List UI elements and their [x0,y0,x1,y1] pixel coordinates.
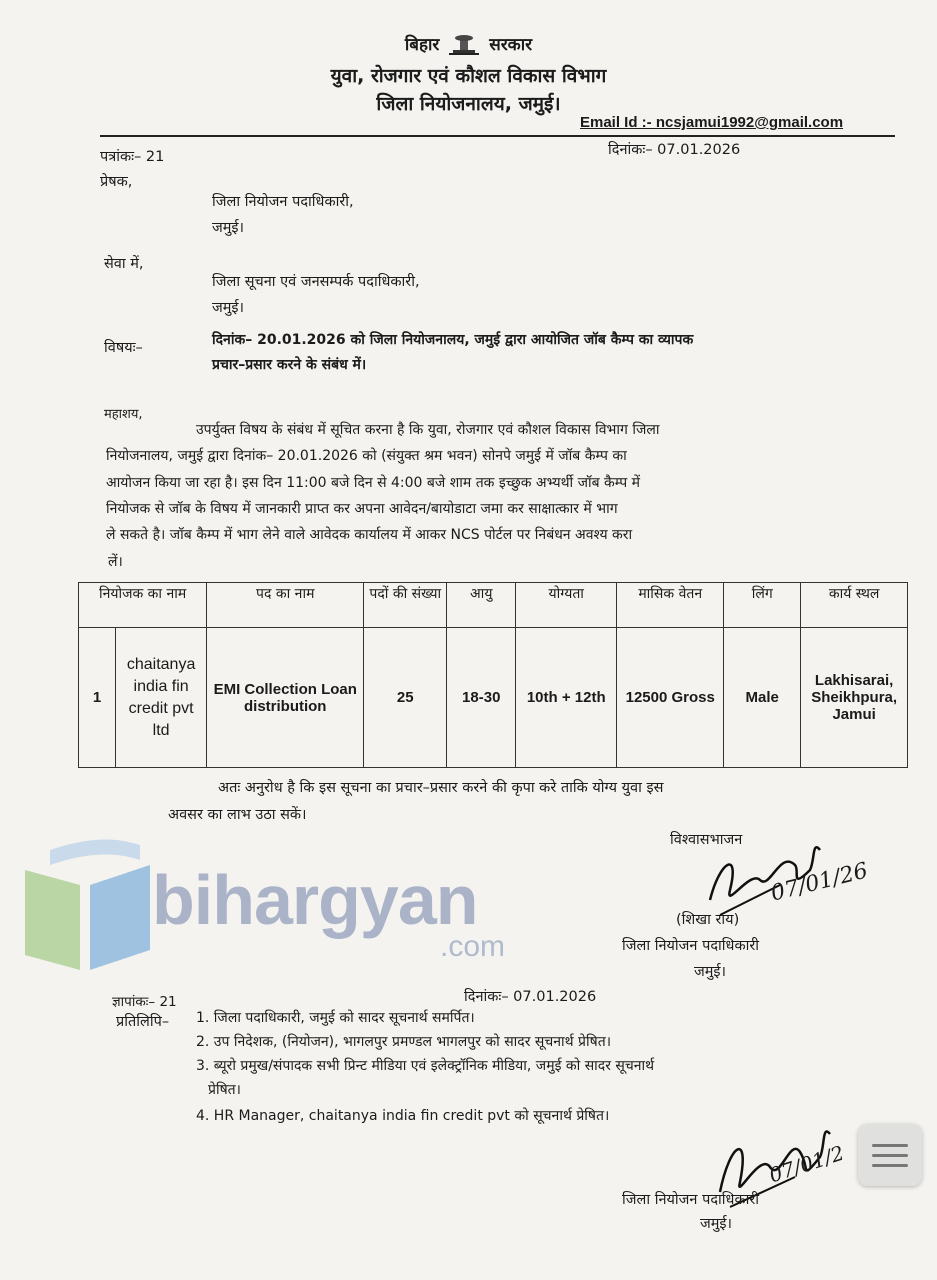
body-line1: उपर्युक्त विषय के संबंध में सूचित करना है कि युवा, रोजगार एवं कौशल विकास विभाग जिला [196,422,660,438]
table-header-row [79,583,908,628]
faithfully: विश्वासभाजन [670,832,743,848]
header-location: कार्य स्थल [801,583,908,628]
request-line2: अवसर का लाभ उठा सकें। [168,807,307,823]
letter-date: दिनांकः– 07.01.2026 [608,142,741,158]
menu-button[interactable] [858,1124,922,1186]
patrank: पत्रांकः– 21 [100,149,165,165]
signer-title-2: जिला नियोजन पदाधिकारी [622,1192,760,1208]
state-left: बिहार [404,35,440,55]
book-logo-icon [20,830,160,980]
department-name: युवा, रोजगार एवं कौशल विकास विभाग [330,65,607,87]
sign-date-1: 07/01/26 [768,858,871,907]
cell-age: 18-30 [447,628,516,768]
header-qualification: योग्यता [516,583,617,628]
cell-salary: 12500 Gross [617,628,724,768]
copy-label: प्रतिलिपि– [116,1014,170,1030]
header-gender: लिंग [724,583,801,628]
copy-item4: 4. HR Manager, chaitanya india fin credit pvt को सूचनार्थ प्रेषित। [196,1108,610,1124]
hamburger-icon [858,1124,922,1186]
sender-label: प्रेषक, [100,174,133,190]
subject-line1: दिनांक– 20.01.2026 को जिला नियोजनालय, जमुई द्वारा आयोजित जॉब कैम्प का व्यापक [212,332,694,348]
cell-sno: 1 [79,628,116,768]
state-emblem-icon [447,34,481,56]
copy-item3-cont: प्रेषित। [208,1082,241,1098]
sender-line1: जिला नियोजन पदाधिकारी, [212,194,354,210]
cell-count: 25 [364,628,447,768]
header-rule [100,135,895,137]
header-post: पद का नाम [207,583,364,628]
header-count: पदों की संख्या [364,583,447,628]
email-id: Email Id :- ncsjamui1992@gmail.com [580,114,844,131]
gyapank: ज्ञापांकः– 21 [112,994,177,1010]
body-line4: नियोजक से जॉब के विषय में जानकारी प्राप्त कर अपना आवेदन/बायोडाटा जमा कर साक्षात्कार में भाग [106,501,618,517]
signer-place-1: जमुई। [694,964,727,980]
salutation: महाशय, [104,407,143,422]
subject-line2: प्रचार–प्रसार करने के संबंध में। [212,357,367,373]
to-label: सेवा में, [104,256,144,272]
state-right: सरकार [489,35,533,55]
cell-location: Lakhisarai, Sheikhpura, Jamui [801,628,908,768]
copy-date: दिनांकः– 07.01.2026 [464,989,597,1005]
signer-title-1: जिला नियोजन पदाधिकारी [622,938,760,954]
sign-date-2: 07/01/2 [766,1140,847,1188]
body-line2: नियोजनालय, जमुई द्वारा दिनांक– 20.01.2026 को (संयुक्त श्रम भवन) सोनपे जमुई में जॉब कैम्प का [106,448,627,464]
watermark-brand: bihargyan [152,861,478,939]
watermark-suffix: .com [440,930,506,963]
header-salary: मासिक वेतन [617,583,724,628]
job-table [78,582,908,768]
signer-name: (शिखा राय) [676,912,740,928]
header-employer: नियोजक का नाम [79,583,207,628]
subject-label: विषयः– [104,340,143,356]
to-line1: जिला सूचना एवं जनसम्पर्क पदाधिकारी, [212,274,420,290]
copy-item1: 1. जिला पदाधिकारी, जमुई को सादर सूचनार्थ समर्पित। [196,1010,475,1026]
cell-gender: Male [724,628,801,768]
request-line1: अतः अनुरोध है कि इस सूचना का प्रचार–प्रसार करने की कृपा करे ताकि योग्य युवा इस [218,780,664,796]
cell-employer: chaitanya india fin credit pvt ltd [116,628,207,768]
body-line6: लें। [108,554,123,570]
office-name: जिला नियोजनालय, जमुई। [376,93,561,115]
cell-qualification: 10th + 12th [516,628,617,768]
body-line3: आयोजन किया जा रहा है। इस दिन 11:00 बजे दिन से 4:00 बजे शाम तक इच्छुक अभ्यर्थी जॉब कैम्प में [106,475,641,491]
copy-item3: 3. ब्यूरो प्रमुख/संपादक सभी प्रिन्ट मीडिया एवं इलेक्ट्रॉनिक मीडिया, जमुई को सादर सूचनार्थ [196,1058,655,1074]
signer-place-2: जमुई। [700,1216,733,1232]
copy-item2: 2. उप निदेशक, (नियोजन), भागलपुर प्रमण्डल भागलपुर को सादर सूचनार्थ प्रेषित। [196,1034,612,1050]
sender-line2: जमुई। [212,220,245,236]
body-line5: ले सकते है। जॉब कैम्प में भाग लेने वाले आवेदक कार्यालय में आकर NCS पोर्टल पर निबंधन अवश्य करा [106,527,633,543]
govt-title [0,32,937,56]
bihargyan-watermark [20,820,580,1000]
table-row [79,628,908,768]
cell-post: EMI Collection Loan distribution [207,628,364,768]
header-age: आयु [447,583,516,628]
to-line2: जमुई। [212,300,245,316]
